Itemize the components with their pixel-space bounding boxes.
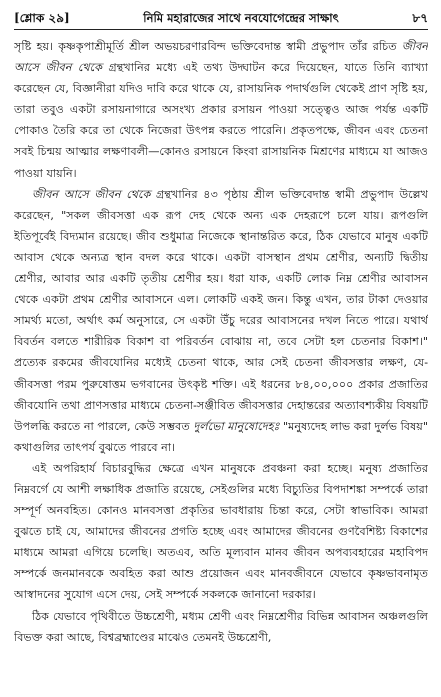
book-title-italic: জীবন আসে জীবন থেকে	[14, 40, 428, 75]
running-head	[14, 8, 428, 28]
verse-reference: [শ্লোক ২৯]	[14, 11, 70, 25]
book-title-italic: জীবন আসে জীবন থেকে	[32, 187, 151, 201]
paragraph-4	[14, 606, 428, 648]
paragraph-3	[14, 458, 428, 606]
header-rule	[14, 29, 428, 30]
paragraph-3-text: এই অপরিহার্য বিচারবুদ্ধির ক্ষেত্রে এখন মানুষকে প্রবঞ্চনা করা হচ্ছে। মনুষ্য প্রজাতির নিম্নবর্গে যে আশী লক্ষাধিক প্রজাতি রয়েছে, সেইগুলির মধ্যে বিচ্যুতির বিপদাশঙ্কা সম্পর্কে তারা সম্পূর্ণ অনবহিত। কোনও মানবসত্তা প্রকৃতির ভাবধারায় চিন্তা করে, সেটা স্বাভাবিক। আমরা বুঝতে চাই যে, আমাদের জীবনের প্রগতি হচ্ছে এবং আমাদের জীবনের গুণবৈশিষ্ট্য বিকাশের মাধ্যমে আমরা এগিয়ে চলেছি। অতএব, অতি মূল্যবান মানব জীবন অপব্যবহারের মহাবিপদ সম্পর্কে জনমানবকে অবহিত করা আশু প্রয়োজন এবং মানবজীবনে যেভাবে কৃষ্ণভাবনামৃত আস্বাদনের সুযোগ এসে দেয়, সেই সম্পর্কে সকলকে জানানো দরকার।	[14, 461, 428, 602]
paragraph-4-text: ঠিক যেভাবে পৃথিবীতে উচ্চশ্রেণী, মধ্যম শ্রেণী এবং নিম্নশ্রেণীর বিভিন্ন আবাসন অঞ্চলগুলি বিভক্ত করা আছে, বিশ্বব্রহ্মাণ্ডের মাঝেও তেমনই উচ্চশ্রেণী,	[14, 609, 428, 644]
chapter-title: নিমি মহারাজের সাথে নবযোগেন্দ্রের সাক্ষাৎ	[143, 11, 339, 25]
paragraph-2-text-b: "মনুষ্যদেহ লাভ করা দুর্লভ বিষয়" কথাগুলির তাৎপর্য বুঝতে পারবে না।	[14, 419, 428, 454]
sanskrit-quote-italic: দুর্লভো মানুষোদেহঃ	[193, 419, 280, 433]
paragraph-2	[14, 184, 428, 458]
paragraph-1-text-a: সৃষ্টি হয়। কৃষ্ণকৃপাশ্রীমূর্তি শ্রীল অভয়চরণারবিন্দ ভক্তিবেদান্ত স্বামী প্রভুপাদ তাঁর রচিত	[14, 40, 402, 53]
body-text	[14, 36, 428, 648]
paragraph-1-text-b: গ্রন্থখানির মধ্যে এই তথ্য উদ্ঘাটন করে দিয়েছেন, যাতে তিনি ব্যাখ্যা করেছেন যে, বিজ্ঞানীরা যদিও দাবি করে থাকে যে, রাসায়নিক পদার্থগুলি থেকেই প্রাণ সৃষ্টি হয়, তারা তবুও একটা রসায়নাগারে অসংখ্য প্রকার রসায়ন পাওয়া সত্ত্বেও আজ পর্যন্ত একটি পোকাও তৈরি করে তা থেকে নিজেরা উৎপন্ন করতে পারেনি। প্রকৃতপক্ষে, জীবন এবং চেতনা সবই চিন্ময় আত্মার লক্ষণাবলী—কোনও রসায়নে কিংবা রাসায়নিক মিশ্রণের মাধ্যমে যা আজও পাওয়া যায়নি।	[14, 61, 428, 180]
page-number: ৮৭	[412, 11, 428, 25]
book-page	[14, 8, 428, 690]
paragraph-2-text-a: গ্রন্থখানির ৪৩ পৃষ্ঠায় শ্রীল ভক্তিবেদান্ত স্বামী প্রভুপাদ উল্লেখ করেছেন, "সকল জীবসত্তা এক রূপ দেহ থেকে অন্য এক দেহরূপে চলে যায়। রূপগুলি ইতিপূর্বেই বিদ্যমান রয়েছে। জীব শুধুমাত্র নিজেকে স্থানান্তরিত করে, ঠিক যেভাবে মানুষ একটি আবাস থেকে অন্যত্র স্থান বদল করে থাকে। একটা বাসস্থান প্রথম শ্রেণীর, অন্যটি দ্বিতীয় শ্রেণীর, আবার আর একটি তৃতীয় শ্রেণীর হয়। ধরা যাক, একটি লোক নিম্ন শ্রেণীর আবাসন থেকে একটা প্রথম শ্রেণীর আবাসনে এল। লোকটি একই জন। কিন্তু এখন, তার টাকা দেওয়ার সামর্থ্য মতো, অর্থাৎ কর্ম অনুসারে, সে একটা উঁচু দরের আবাসনের দখল নিতে পারে। যথার্থ বিবর্তন বলতে শারীরিক বিকাশ বা পরিবর্তন বোঝায় না, তবে সেটা হল চেতনার বিকাশ।" প্রত্যেক রকমের জীবযোনির মধ্যেই চেতনা থাকে, আর সেই চেতনা জীবসত্তার লক্ষণ, যে-জীবসত্তা পরম পুরুষোত্তম ভগবানের উৎকৃষ্ট শক্তি। এই ধরনের ৮৪,০০,০০০ প্রকার প্রজাতির জীবযোনি তথা প্রাণসত্তার মাধ্যমে চেতনা-সঞ্জীবিত জীবসত্তার দেহান্তরের অত্যাবশ্যকীয় বিষয়টি উপলব্ধি করতে না পারলে, কেউ সম্ভবত	[14, 187, 428, 433]
paragraph-1	[14, 36, 428, 184]
